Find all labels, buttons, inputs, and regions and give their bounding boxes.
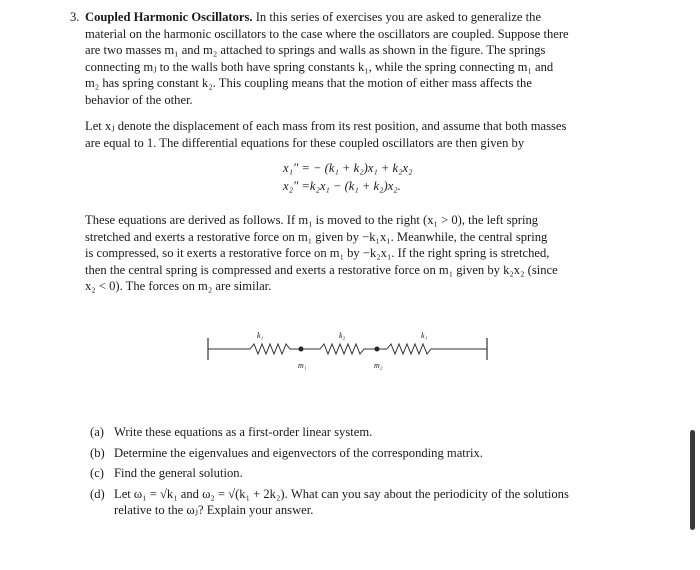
- part-a: [90, 424, 650, 441]
- intro-line: connecting mⱼ to the walls both have spring constants k₁, while the spring connecting m₁ and: [85, 59, 554, 74]
- para3-line: is compressed, so it exerts a restorative force on m₁ by −k₂x₁. If the right spring is stretched,: [85, 246, 550, 261]
- spring-k1-right: [387, 344, 487, 354]
- part-text: Let ω₁ = √k₁ and ω₂ = √(k₁ + 2k₂). What can you say about the periodicity of the solutions: [114, 486, 569, 501]
- label-k1-right: k₁: [421, 331, 428, 340]
- paragraph-definitions: [85, 118, 642, 151]
- para3-line: then the central spring is compressed and exerts a restorative force on m₁ given by k₂x₂ (since: [85, 262, 558, 277]
- part-text: Write these equations as a first-order linear system.: [114, 425, 373, 439]
- scrollbar-thumb[interactable]: [690, 430, 695, 530]
- spring-k1-left: [250, 344, 300, 354]
- intro-line: material on the harmonic oscillators to the case where the oscillators are coupled. Suppose there: [85, 26, 569, 41]
- part-b: [90, 445, 650, 462]
- problem-intro: [70, 9, 642, 109]
- part-label: (d): [90, 486, 105, 501]
- part-label: (b): [90, 445, 105, 460]
- problem-number: 3.: [70, 10, 80, 24]
- para3-line: x₂ < 0). The forces on m₂ are similar.: [85, 279, 272, 294]
- intro-line-text: In this series of exercises you are asked to generalize the: [255, 10, 542, 24]
- intro-line: behavior of the other.: [85, 92, 193, 107]
- part-c: [90, 465, 650, 482]
- paragraph-derivation: [85, 212, 642, 295]
- differential-equations: [283, 160, 412, 196]
- intro-line: m₂ has spring constant k₂. This coupling means that the motion of either mass affects the: [85, 76, 532, 91]
- exercise-parts: [90, 424, 650, 523]
- para3-line: These equations are derived as follows. If m₁ is moved to the right (x₁ > 0), the left spring: [85, 213, 539, 227]
- label-k1-left: k₁: [257, 331, 264, 340]
- spring-k2: [320, 344, 377, 354]
- part-text: relative to the ωⱼ? Explain your answer.: [114, 503, 314, 518]
- equation-1: x₁″ = − (k₁ + k₂)x₁ + k₂x₂: [283, 161, 413, 175]
- problem-title: Coupled Harmonic Oscillators.: [85, 10, 253, 24]
- label-m2: m₂: [374, 361, 383, 370]
- spring-mass-diagram: [205, 330, 490, 370]
- label-k2: k₂: [339, 331, 346, 340]
- part-d: [90, 486, 650, 519]
- part-text: Determine the eigenvalues and eigenvectors of the corresponding matrix.: [114, 445, 483, 460]
- para2-line: are equal to 1. The differential equations for these coupled oscillators are then given by: [85, 135, 525, 150]
- part-text: Find the general solution.: [114, 466, 243, 481]
- para3-line: stretched and exerts a restorative force on m₁ given by −k₁x₁. Meanwhile, the central spring: [85, 229, 548, 244]
- intro-line: [85, 9, 642, 26]
- label-m1: m₁: [298, 361, 307, 370]
- equation-2: x₂″ =k₂x₁ − (k₁ + k₂)x₂.: [283, 179, 401, 193]
- intro-line: are two masses m₁ and m₂ attached to springs and walls as shown in the figure. The springs: [85, 43, 546, 58]
- part-label: (a): [90, 425, 104, 439]
- para2-line: Let xⱼ denote the displacement of each mass from its rest position, and assume that both masses: [85, 119, 567, 133]
- part-label: (c): [90, 466, 104, 481]
